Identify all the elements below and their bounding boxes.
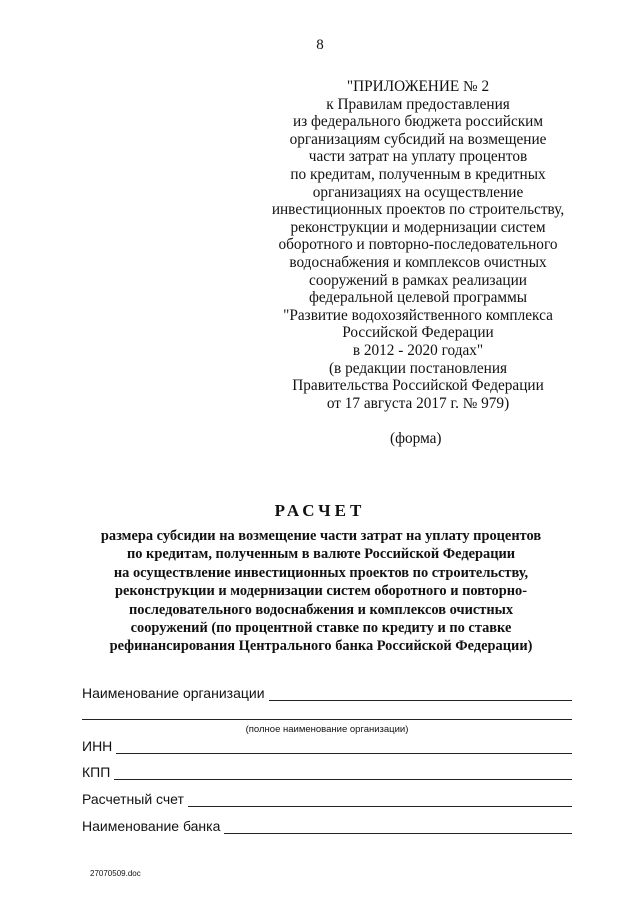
appendix-line: от 17 августа 2017 г. № 979)	[326, 394, 510, 412]
appendix-line: Правительства Российской Федерации	[292, 377, 544, 395]
account-input-line[interactable]	[188, 792, 572, 807]
inn-label: ИНН	[82, 738, 113, 754]
appendix-line: сооружений в рамках реализации	[309, 271, 527, 289]
org-name-input-line[interactable]	[269, 686, 572, 701]
inn-input-line[interactable]	[116, 739, 572, 754]
kpp-input-line[interactable]	[114, 765, 572, 780]
document-title: РАСЧЕТ	[274, 501, 366, 520]
document-subtitle	[78, 527, 564, 656]
appendix-header	[262, 78, 574, 412]
form-label: (форма)	[390, 430, 442, 447]
org-name-hint: (полное наименование организации)	[245, 724, 409, 735]
appendix-line: реконструкции и модернизации систем	[290, 218, 546, 236]
appendix-line: организациям субсидий на возмещение	[289, 130, 547, 148]
subtitle-line: рефинансирования Центрального банка Российской Федерации)	[109, 638, 533, 655]
subtitle-line: размера субсидии на возмещение части затрат на уплату процентов	[100, 528, 542, 544]
org-name-field	[82, 685, 572, 701]
appendix-line: из федерального бюджета российским	[292, 113, 544, 131]
appendix-line: (в редакции постановления	[328, 359, 508, 377]
account-field	[82, 791, 572, 807]
subtitle-line: на осуществление инвестиционных проектов по строительству,	[113, 564, 529, 581]
bank-input-line[interactable]	[224, 819, 572, 834]
appendix-line: части затрат на уплату процентов	[308, 148, 528, 166]
kpp-field	[82, 764, 572, 780]
subtitle-line: реконструкции и модернизации систем оборотного и повторно-	[114, 583, 527, 600]
appendix-line: "ПРИЛОЖЕНИЕ № 2	[346, 78, 490, 95]
appendix-line: в 2012 - 2020 годах"	[352, 341, 484, 359]
inn-field	[82, 738, 572, 754]
appendix-line: оборотного и повторно-последовательного	[278, 236, 558, 254]
appendix-line: федеральной целевой программы	[308, 289, 528, 307]
kpp-label: КПП	[82, 764, 111, 780]
subtitle-line: по кредитам, полученным в валюте Российской Федерации	[126, 546, 516, 563]
bank-field	[82, 818, 572, 834]
appendix-line: Российской Федерации	[342, 324, 494, 342]
subtitle-line: сооружений (по процентной ставке по кредиту и по ставке	[130, 620, 512, 637]
appendix-line: к Правилам предоставления	[326, 95, 510, 113]
subtitle-line: последовательного водоснабжения и комплексов очистных	[128, 601, 514, 618]
appendix-line: организациях на осуществление	[312, 183, 524, 201]
footer-file-name: 27070509.doc	[90, 869, 141, 878]
account-label: Расчетный счет	[82, 791, 184, 807]
appendix-line: "Развитие водохозяйственного комплекса	[283, 306, 553, 324]
bank-label: Наименование банка	[82, 818, 221, 834]
page-number: 8	[316, 37, 324, 53]
appendix-line: инвестиционных проектов по строительству,	[271, 201, 565, 219]
appendix-line: по кредитам, полученным в кредитных	[290, 165, 546, 183]
appendix-line: водоснабжения и комплексов очистных	[289, 253, 547, 271]
org-name-input-line-2[interactable]	[82, 719, 572, 720]
org-name-label: Наименование организации	[82, 685, 265, 701]
